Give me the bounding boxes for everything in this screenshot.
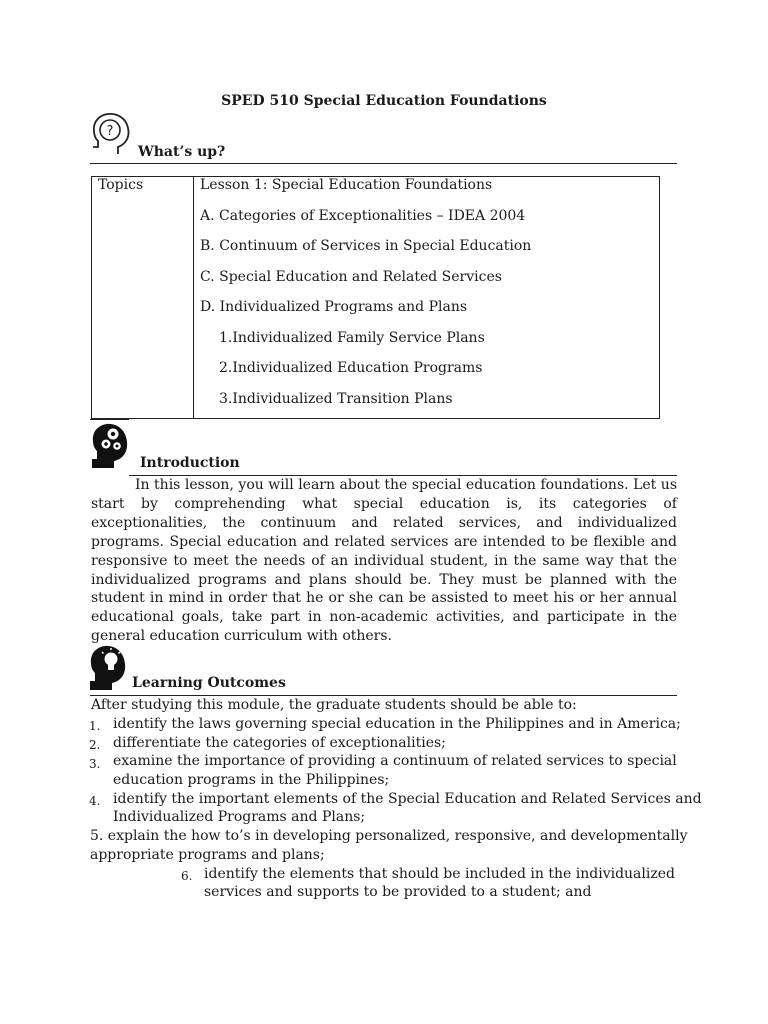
list-item: examine the importance of providing a continuum of related services to special (113, 753, 677, 769)
topic-item: D. Individualized Programs and Plans (200, 299, 468, 315)
list-number: 1. (89, 719, 101, 733)
topic-item: C. Special Education and Related Services (200, 269, 502, 285)
topic-item: Lesson 1: Special Education Foundations (200, 177, 493, 193)
list-item: identify the important elements of the Special Education and Related Services and (113, 791, 702, 807)
list-item: differentiate the categories of exceptionalities; (113, 735, 446, 751)
list-item-continued: education programs in the Philippines; (113, 772, 390, 788)
list-item: identify the elements that should be included in the individualized (204, 866, 675, 882)
topic-subitem: 3.Individualized Transition Plans (219, 391, 453, 407)
list-number: 6. (181, 869, 193, 883)
learning-outcomes-heading: Learning Outcomes (132, 675, 286, 691)
list-item: 5. explain the how to’s in developing personalized, responsive, and developmentally (90, 828, 688, 844)
list-item-continued: Individualized Programs and Plans; (113, 809, 366, 825)
topics-label: Topics (98, 177, 144, 193)
topic-subitem: 1.Individualized Family Service Plans (219, 330, 485, 346)
svg-text:?: ? (106, 124, 114, 139)
outcomes-lead: After studying this module, the graduate students should be able to: (91, 697, 577, 713)
list-number: 4. (89, 794, 101, 808)
introduction-text: In this lesson, you will learn about the special education foundations. Let us start by comprehending what special education is, its categories of exceptionalities, the continuum and related services, and individualized programs. Special education and related services are intended to be flexible and responsive to meet the needs of an individual student, in the same way that the individualized programs and plans should be. They must be planned with the student in mind in order that he or she can be assisted to meet his or her annual educational goals, take part in non-academic activities, and participate in the general education curriculum with others. (91, 477, 677, 645)
topic-subitem: 2.Individualized Education Programs (219, 360, 483, 376)
list-item-continued: appropriate programs and plans; (90, 847, 325, 863)
list-number: 3. (89, 757, 101, 771)
whats-up-heading: What’s up? (138, 144, 226, 160)
list-number: 2. (89, 738, 101, 752)
topic-item: B. Continuum of Services in Special Education (200, 238, 532, 254)
document-title: SPED 510 Special Education Foundations (221, 93, 547, 109)
introduction-heading: Introduction (140, 455, 240, 471)
list-item-continued: services and supports to be provided to a student; and (204, 884, 592, 900)
topic-item: A. Categories of Exceptionalities – IDEA 2004 (200, 208, 526, 224)
list-item: identify the laws governing special education in the Philippines and in America; (113, 716, 681, 732)
